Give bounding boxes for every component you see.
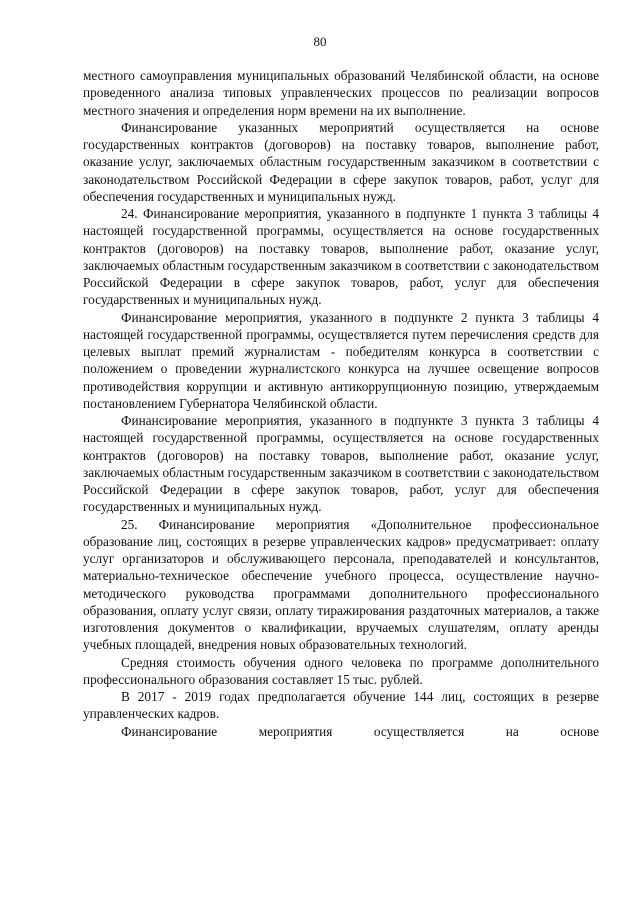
paragraph-item-24: 24. Финансирование мероприятия, указанного в подпункте 1 пункта 3 таблицы 4 настоящей государственной программы, осуществляется на основе государственных контрактов (договоров) на поставку товаров, выполнение работ, оказание услуг, заключаемых областным государственным заказчиком в соответствии с законодательством Российской Федерации в сфере закупок товаров, работ, услуг для обеспечения государственных и муниципальных нужд. <box>83 206 600 308</box>
paragraph-financing-final: Финансирование мероприятия осуществляется на основе <box>121 723 599 739</box>
paragraph-training-plan: В 2017 - 2019 годах предполагается обучение 144 лиц, состоящих в резерве управленческих кадров. <box>83 689 599 722</box>
paragraph-average-cost: Средняя стоимость обучения одного человека по программе дополнительного профессионального образования составляет 15 тыс. рублей. <box>83 654 599 687</box>
paragraph-financing-measures: Финансирование указанных мероприятий осуществляется на основе государственных контрактов (договоров) на поставку товаров, выполнение работ, оказание услуг, заключаемых областным государственным заказчиком в соответствии с законодательством Российской Федерации в сфере закупок товаров, работ, услуг для обеспечения государственных и муниципальных нужд. <box>83 119 599 204</box>
paragraph-subitem-3: Финансирование мероприятия, указанного в подпункте 3 пункта 3 таблицы 4 настоящей государственной программы, осуществляется на основе государственных контрактов (договоров) на поставку товаров, выполнение работ, оказание услуг, заключаемых областным государственным заказчиком в соответствии с законодательством Российской Федерации в сфере закупок товаров, работ, услуг для обеспечения государственных и муниципальных нужд. <box>83 413 600 515</box>
paragraph-subitem-2: Финансирование мероприятия, указанного в подпункте 2 пункта 3 таблицы 4 настоящей государственной программы, осуществляется путем перечисления средств для целевых выплат премий журналистам - победителям конкурса в соответствии с положением о проведении журналистского конкурса на лучшее освещение вопросов противодействия коррупции и активную антикоррупционную позицию, утверждаемым постановлением Губернатора Челябинской области. <box>83 309 599 411</box>
document-body <box>83 67 599 740</box>
paragraph-continuation: местного самоуправления муниципальных образований Челябинской области, на основе проведенного анализа типовых управленческих процессов по реализации вопросов местного значения и определения норм времени на их выполнение. <box>83 68 599 118</box>
page-number: 80 <box>313 34 327 49</box>
paragraph-item-25: 25. Финансирование мероприятия «Дополнительное профессиональное образование лиц, состоящих в резерве управленческих кадров» предусматривает: оплату услуг организаторов и обслуживающего персонала, преподавателей и консультантов, материально-техническое обеспечение учебного процесса, осуществление научно-методического руководства программами дополнительного профессионального образования, оплату услуг связи, оплату тиражирования раздаточных материалов, а также изготовления документов о квалификации, вручаемых слушателям, оплату аренды учебных площадей, внедрения новых образовательных технологий. <box>83 516 599 653</box>
